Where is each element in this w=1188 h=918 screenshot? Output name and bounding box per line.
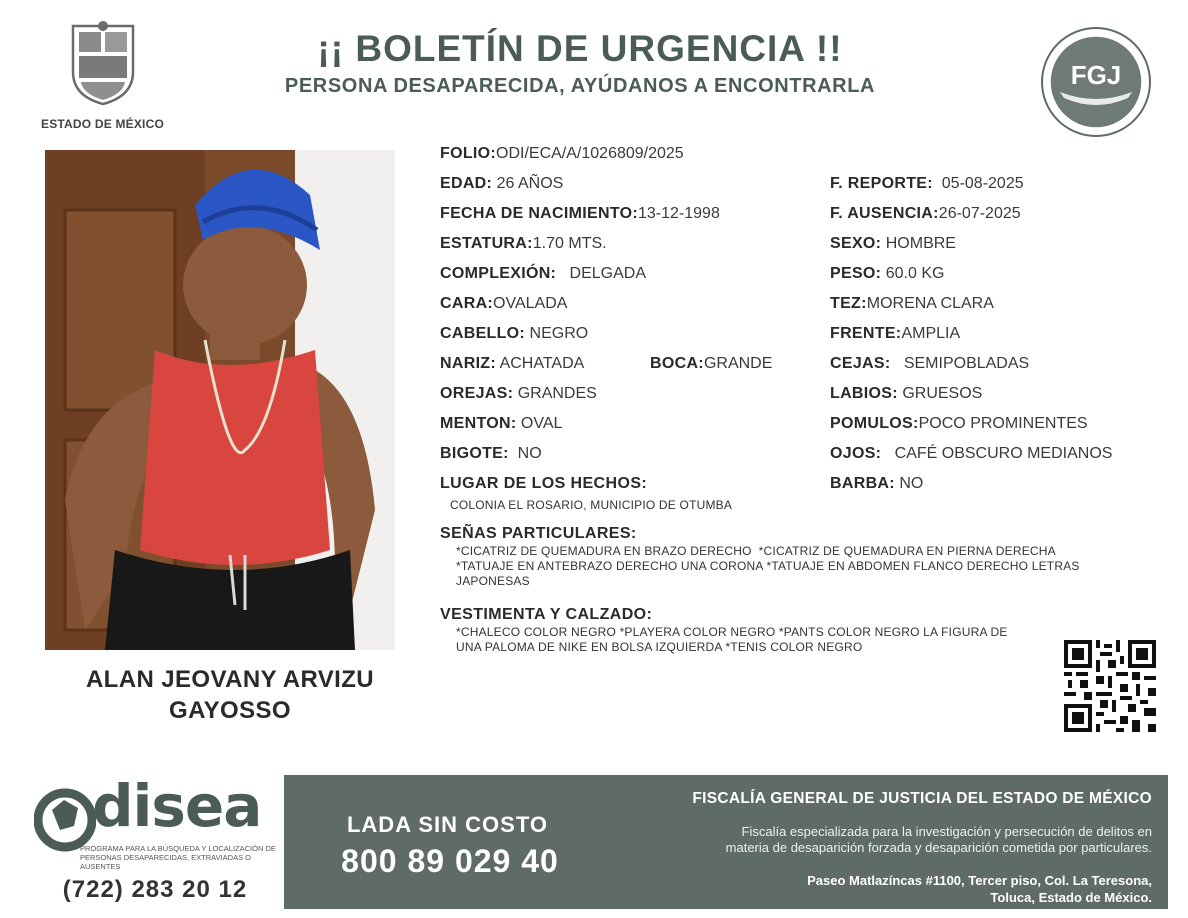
menton-value: OVAL [520,415,563,432]
field-estatura [440,235,607,253]
edad-value: 26 AÑOS [496,175,564,192]
sexo-label: SEXO: [830,235,882,252]
labios-label: LABIOS: [830,385,898,402]
person-name-line1: ALAN JEOVANY ARVIZU [85,666,375,693]
orejas-value: GRANDES [517,385,597,402]
senas-text [456,544,1136,589]
odisea-wordmark: disea [92,772,262,840]
frente-label: FRENTE: [830,325,902,342]
bigote-value: NO [517,445,542,462]
ojos-value: CAFÉ OBSCURO MEDIANOS [894,445,1113,462]
frente-value: AMPLIA [901,325,961,342]
ojos-label: OJOS: [830,445,882,462]
lugar-label: LUGAR DE LOS HECHOS: [440,475,648,492]
field-frente [830,325,960,343]
field-cejas [830,355,1029,373]
folio-label: FOLIO: [440,145,497,162]
senas-label: SEÑAS PARTICULARES: [440,525,637,542]
fgj-seal-icon [1040,26,1152,138]
fiscalia-address [600,872,1152,906]
cabello-value: NEGRO [529,325,589,342]
vestimenta-label: VESTIMENTA Y CALZADO: [440,606,653,623]
bigote-label: BIGOTE: [440,445,509,462]
estatura-value: 1.70 MTS. [532,235,607,252]
barba-value: NO [899,475,924,492]
field-sexo [830,235,956,253]
nariz-value: ACHATADA [499,355,585,372]
fiscalia-desc-line1: Fiscalía especializada para la investigación y persecución de delitos en [741,824,1152,839]
barba-label: BARBA: [830,475,895,492]
field-cabello [440,325,588,343]
field-tez [830,295,994,313]
complexion-value: DELGADA [569,265,647,282]
field-orejas [440,385,597,403]
estatura-label: ESTATURA: [440,235,533,252]
state-shield-icon [67,20,139,106]
lugar-value: COLONIA EL ROSARIO, MUNICIPIO DE OTUMBA [450,498,733,512]
lada-number[interactable]: 800 89 029 40 [341,843,559,879]
fiscalia-title: FISCALÍA GENERAL DE JUSTICIA DEL ESTADO DE MÉXICO [692,790,1152,807]
vestimenta-line1: *CHALECO COLOR NEGRO *PLAYERA COLOR NEGRO *PANTS COLOR NEGRO LA FIGURA DE [456,625,1008,639]
senas-line3: JAPONESAS [456,574,530,588]
field-menton [440,415,562,433]
state-label: ESTADO DE MÉXICO [41,117,164,131]
bulletin-subtitle: PERSONA DESAPARECIDA, AYÚDANOS A ENCONTRARLA [284,75,876,97]
fecha-nac-value: 13-12-1998 [638,205,720,222]
fiscalia-desc-line2: materia de desaparición forzada y desaparición cometida por particulares. [725,840,1152,855]
f-ausencia-value: 26-07-2025 [938,205,1021,222]
address-line2: Toluca, Estado de México. [990,890,1152,905]
field-boca [650,355,772,373]
field-labios [830,385,982,403]
person-name-line2: GAYOSSO [169,697,291,724]
cejas-value: SEMIPOBLADAS [903,355,1030,372]
cabello-label: CABELLO: [440,325,526,342]
address-line1: Paseo Matlazíncas #1100, Tercer piso, Col. La Teresona, [807,873,1152,888]
field-complexion [440,265,646,283]
vestimenta-line2: UNA PALOMA DE NIKE EN BOLSA IZQUIERDA *TENIS COLOR NEGRO [456,640,863,654]
senas-line2: *TATUAJE EN ANTEBRAZO DERECHO UNA CORONA *TATUAJE EN ABDOMEN FLANCO DERECHO LETRAS [456,559,1080,573]
field-barba [830,475,923,493]
field-peso [830,265,944,283]
person-name [40,664,420,726]
peso-value: 60.0 KG [885,265,945,282]
field-folio [440,145,684,163]
orejas-label: OREJAS: [440,385,514,402]
cejas-label: CEJAS: [830,355,891,372]
tez-label: TEZ: [830,295,867,312]
boca-label: BOCA: [650,355,704,372]
folio-value: ODI/ECA/A/1026809/2025 [496,145,684,162]
senas-line1: *CICATRIZ DE QUEMADURA EN BRAZO DERECHO *CICATRIZ DE QUEMADURA EN PIERNA DERECHA [456,544,1056,558]
field-bigote [440,445,542,463]
qr-code-icon[interactable] [1064,640,1156,732]
cara-label: CARA: [440,295,494,312]
pomulos-label: POMULOS: [830,415,919,432]
nariz-label: NARIZ: [440,355,497,372]
odisea-phone[interactable]: (722) 283 20 12 [62,876,248,903]
cara-value: OVALADA [493,295,568,312]
field-pomulos [830,415,1088,433]
field-cara [440,295,567,313]
labios-value: GRUESOS [902,385,983,402]
bulletin-title: ¡¡ BOLETÍN DE URGENCIA !! [317,28,843,69]
pomulos-value: POCO PROMINENTES [918,415,1088,432]
field-nariz [440,355,584,373]
field-f-reporte [830,175,1024,193]
complexion-label: COMPLEXIÓN: [440,265,557,282]
lada-label: LADA SIN COSTO [346,812,548,837]
field-fecha-nacimiento [440,205,720,223]
field-f-ausencia [830,205,1021,223]
edomex-logo [40,20,165,131]
tez-value: MORENA CLARA [866,295,994,312]
field-ojos [830,445,1112,463]
f-reporte-value: 05-08-2025 [941,175,1024,192]
fecha-nac-label: FECHA DE NACIMIENTO: [440,205,638,222]
vestimenta-text [456,625,1056,655]
f-reporte-label: F. REPORTE: [830,175,933,192]
fiscalia-description [600,824,1152,856]
odisea-description: PROGRAMA PARA LA BÚSQUEDA Y LOCALIZACIÓN DE PERSONAS DESAPARECIDAS, EXTRAVIADAS O AUSENTES [80,844,276,871]
fgj-logo-text: FGJ [1070,60,1122,90]
menton-label: MENTON: [440,415,517,432]
boca-value: GRANDE [703,355,773,372]
person-portrait-icon [45,150,395,650]
edad-label: EDAD: [440,175,493,192]
peso-label: PESO: [830,265,882,282]
field-edad [440,175,563,193]
missing-person-photo [45,150,395,650]
f-ausencia-label: F. AUSENCIA: [830,205,939,222]
sexo-value: HOMBRE [885,235,956,252]
